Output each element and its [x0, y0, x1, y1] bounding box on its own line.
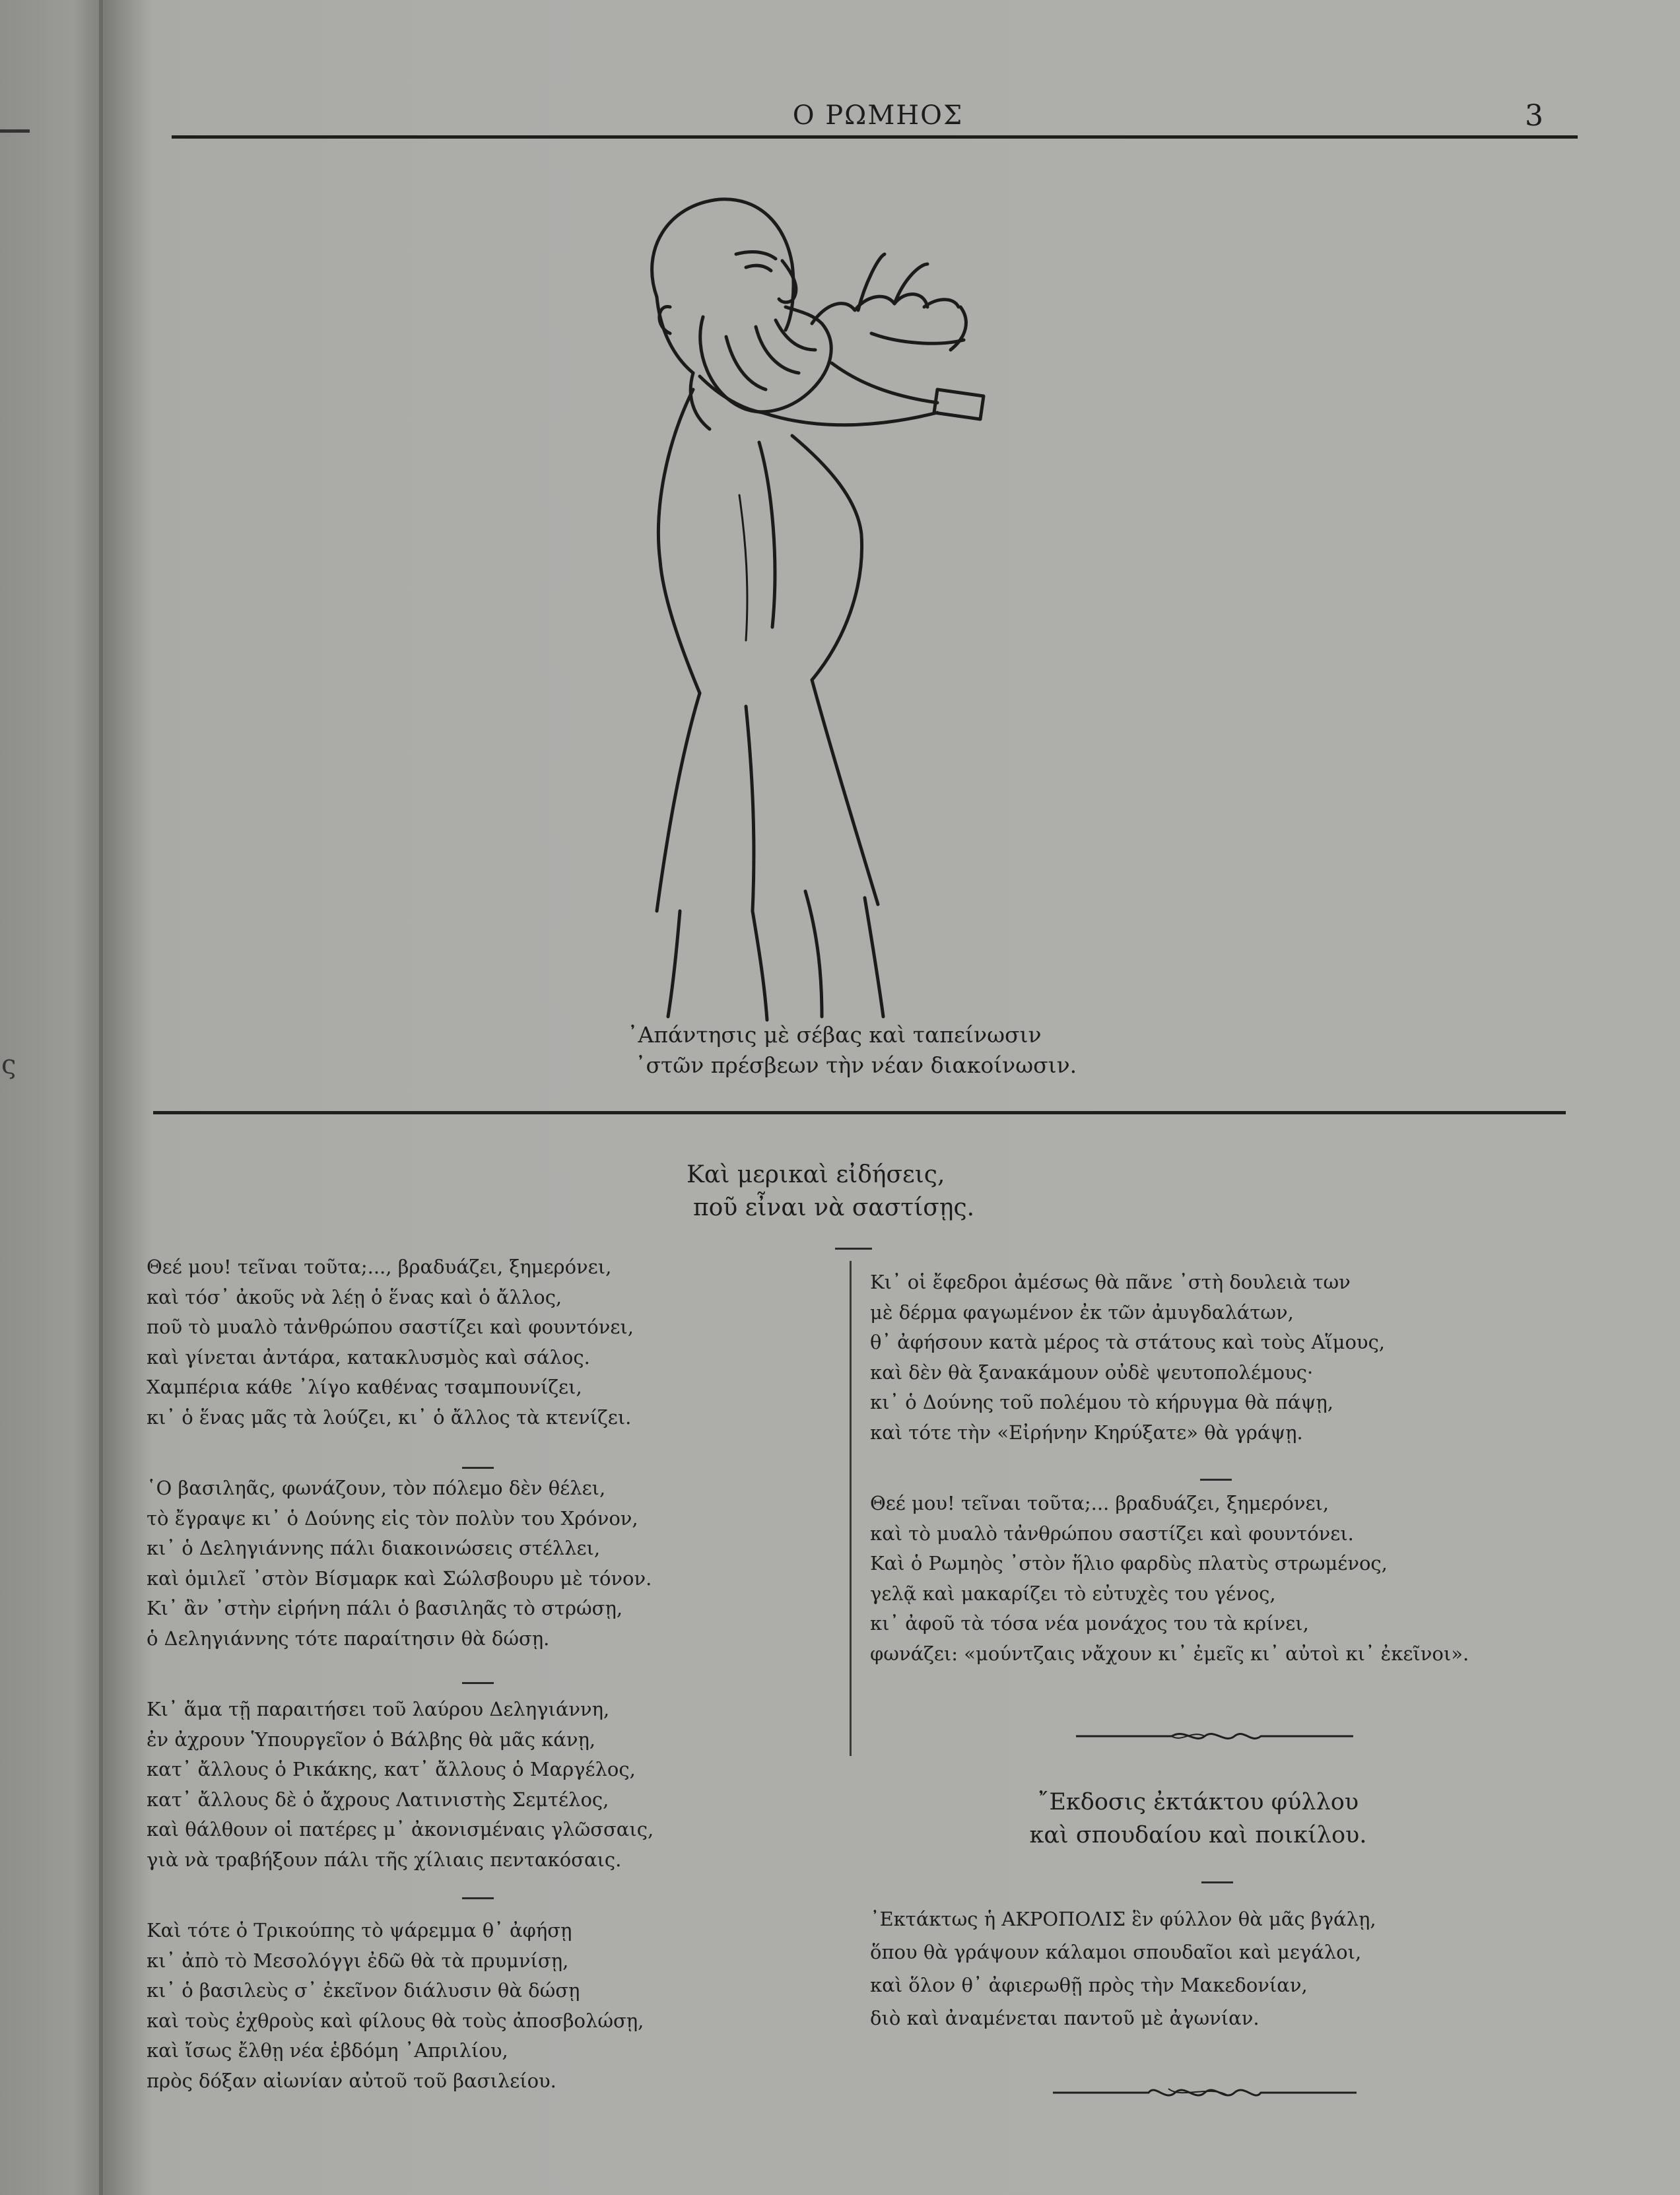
previous-page-rule — [0, 129, 30, 133]
cartoon-head — [652, 199, 793, 330]
cartoon-hands — [812, 294, 927, 323]
newspaper-title: Ο ΡΩΜΗΟΣ — [792, 100, 964, 131]
poem-line: θ᾽ ἀφήσουν κατὰ μέρος τὰ στάτους καὶ τοὺς Αἵμους, — [870, 1331, 1386, 1353]
extra-edition-title — [1000, 1786, 1396, 1852]
cartoon-illustration — [594, 191, 1109, 1023]
section-title — [687, 1159, 1056, 1225]
left-column — [147, 1252, 654, 2137]
poem-line: κι᾽ ἀφοῦ τὰ τόσα νέα μονάχος του τὰ κρίνει, — [870, 1612, 1309, 1635]
cartoon-legs — [668, 911, 680, 1017]
title-separator — [1201, 1881, 1233, 1883]
poem-line: ἐν ἀχρουν Ὑπουργεῖον ὁ Βάλβης θὰ μᾶς κάνῃ, — [147, 1728, 596, 1751]
notice-line: ὅπου θὰ γράψουν κάλαμοι σπουδαῖοι καὶ μεγάλοι, — [870, 1941, 1362, 1963]
poem-stanza — [147, 1916, 654, 2096]
notice-line: καὶ ὅλον θ᾽ ἀφιερωθῇ πρὸς τὴν Μακεδονίαν, — [870, 1974, 1308, 1996]
poem-line: κι᾽ ὁ ἕνας μᾶς τὰ λούζει, κι᾽ ὁ ἄλλος τὰ κτενίζει. — [147, 1405, 632, 1429]
notice-line: διὸ καὶ ἀναμένεται παντοῦ μὲ ἀγωνίαν. — [870, 2007, 1260, 2029]
poem-line: κι᾽ ὁ Δούνης τοῦ πολέμου τὸ κήρυγμα θὰ πάψῃ, — [870, 1391, 1333, 1413]
poem-line: καὶ τόσ᾽ ἀκοῦς νὰ λέῃ ὁ ἕνας καὶ ὁ ἄλλος, — [147, 1285, 562, 1308]
poem-line: καὶ τοὺς ἐχθροὺς καὶ φίλους θὰ τοὺς ἀποσβολώσῃ, — [147, 2009, 644, 2032]
poem-line: μὲ δέρμα φαγωμένον ἐκ τῶν ἀμυγδαλάτων, — [870, 1300, 1294, 1324]
poem-line: ῾Ο βασιληᾶς, φωνάζουν, τὸν πόλεμο δὲν θέλει, — [147, 1477, 606, 1499]
decorative-flourish — [1050, 2079, 1360, 2106]
poem-stanza — [870, 1267, 1469, 1448]
poem-stanza — [147, 1252, 654, 1433]
poem-line: ποῦ τὸ μυαλὸ τἀνθρώπου σαστίζει καὶ φουντόνει, — [147, 1316, 634, 1338]
poem-line: ὁ Δεληγιάννης τότε παραίτησιν θὰ δώσῃ. — [147, 1627, 550, 1650]
section-title-line: ποῦ εἶναι νὰ σαστίσῃς. — [693, 1194, 975, 1221]
title-separator — [835, 1248, 872, 1250]
poem-line: γελᾷ καὶ μακαρίζει τὸ εὐτυχὲς του γένος, — [870, 1582, 1276, 1605]
page-number: 3 — [1525, 99, 1543, 133]
extra-edition-title-line: ῎Εκδοσις ἐκτάκτου φύλλου — [1037, 1789, 1359, 1815]
poem-line: Θεέ μου! τεῖναι τοῦτα;..., βραδυάζει, ξημερόνει, — [147, 1256, 612, 1278]
poem-line: Καὶ ὁ Ρωμηὸς ᾽στὸν ἥλιο φαρδὺς πλατὺς στρωμένος, — [870, 1552, 1388, 1574]
poem-line: γιὰ νὰ τραβήξουν πάλι τῆς χίλιαις πεντακόσαις. — [147, 1848, 622, 1871]
poem-line: πρὸς δόξαν αἰωνίαν αὐτοῦ τοῦ βασιλείου. — [147, 2069, 556, 2092]
poem-stanza — [870, 1489, 1469, 1669]
poem-line: Κι᾽ ἅμα τῇ παραιτήσει τοῦ λαύρου Δεληγιάννη, — [147, 1698, 610, 1720]
extra-edition-text — [870, 1903, 1376, 2035]
header-rule — [172, 135, 1578, 139]
poem-line: καὶ ἴσως ἔλθῃ νέα ἑβδόμη ᾽Απριλίου, — [147, 2039, 508, 2062]
column-divider — [850, 1261, 852, 1756]
poem-line: Θεέ μου! τεῖναι τοῦτα;... βραδυάζει, ξημερόνει, — [870, 1492, 1329, 1514]
poem-line: κατ᾽ ἄλλους δὲ ὁ ἄχρους Λατινιστὴς Σεμτέλος, — [147, 1788, 609, 1811]
poem-line: κι᾽ ἀπὸ τὸ Μεσολόγγι ἐδῶ θὰ τὰ πρυμνίσῃ, — [147, 1949, 569, 1972]
poem-line: κι᾽ ὁ Δεληγιάννης πάλι διακοινώσεις στέλλει, — [147, 1537, 601, 1559]
caption-line: ᾽Απάντησις μὲ σέβας καὶ ταπείνωσιν — [627, 1022, 1042, 1048]
decorative-flourish — [1073, 1723, 1357, 1749]
poem-line: Καὶ τότε ὁ Τρικούπης τὸ ψάρεμμα θ᾽ ἀφήσῃ — [147, 1919, 572, 1942]
stanza-separator — [1200, 1479, 1232, 1481]
section-title-line: Καὶ μερικαὶ εἰδήσεις, — [687, 1161, 945, 1188]
poem-line: καὶ θάλθουν οἱ πατέρες μ᾽ ἀκονισμέναις γλῶσσαις, — [147, 1818, 654, 1840]
poem-line: καὶ δὲν θὰ ξανακάμουν οὐδὲ ψευτοπολέμους· — [870, 1361, 1314, 1384]
poem-stanza — [147, 1695, 654, 1875]
poem-line: Χαμπέρια κάθε ᾽λίγο καθένας τσαμπουνίζει, — [147, 1376, 582, 1398]
right-column — [870, 1267, 1469, 1710]
cartoon-caption — [627, 1020, 1155, 1081]
poem-line: καὶ γίνεται ἀντάρα, κατακλυσμὸς καὶ σάλος. — [147, 1345, 590, 1368]
section-rule — [153, 1111, 1566, 1114]
poem-stanza — [147, 1473, 654, 1654]
caption-line: ᾽στῶν πρέσβεων τὴν νέαν διακοίνωσιν. — [635, 1052, 1077, 1078]
stanza-separator — [462, 1467, 494, 1469]
cartoon-coat — [658, 389, 700, 693]
stanza-separator — [462, 1682, 494, 1684]
poem-line: Κι᾽ ἂν ᾽στὴν εἰρήνη πάλι ὁ βασιληᾶς τὸ στρώσῃ, — [147, 1597, 623, 1619]
poem-line: Κι᾽ οἱ ἔφεδροι ἀμέσως θὰ πᾶνε ᾽στὴ δουλειὰ των — [870, 1271, 1351, 1293]
previous-page-fragment: ς — [1, 1050, 17, 1080]
poem-line: καὶ τὸ μυαλὸ τἀνθρώπου σαστίζει καὶ φουντόνει. — [870, 1522, 1354, 1545]
poem-line: κατ᾽ ἄλλους ὁ Ρικάκης, κατ᾽ ἄλλους ὁ Μαργέλος, — [147, 1758, 636, 1780]
extra-edition-title-line: καὶ σπουδαίου καὶ ποικίλου. — [1029, 1822, 1367, 1848]
poem-line: καὶ ὁμιλεῖ ᾽στὸν Βίσμαρκ καὶ Σώλσβουρυ μὲ τόνον. — [147, 1567, 652, 1590]
poem-line: καὶ τότε τὴν «Εἰρήνην Κηρύξατε» θὰ γράψῃ. — [870, 1421, 1303, 1444]
poem-line: κι᾽ ὁ βασιλεὺς σ᾽ ἐκεῖνον διάλυσιν θὰ δώσῃ — [147, 1979, 580, 2002]
poem-line: φωνάζει: «μούντζαις νἄχουν κι᾽ ἐμεῖς κι᾽ αὐτοὶ κι᾽ ἐκεῖνοι». — [870, 1642, 1469, 1665]
binding-gutter — [99, 0, 103, 2195]
stanza-separator — [462, 1897, 494, 1899]
poem-line: τὸ ἔγραψε κι᾽ ὁ Δούνης εἰς τὸν πολὺν του Χρόνον, — [147, 1506, 638, 1530]
notice-line: ᾽Εκτάκτως ἡ ΑΚΡΟΠΟΛΙΣ ἓν φύλλον θὰ μᾶς βγάλῃ, — [870, 1908, 1376, 1930]
